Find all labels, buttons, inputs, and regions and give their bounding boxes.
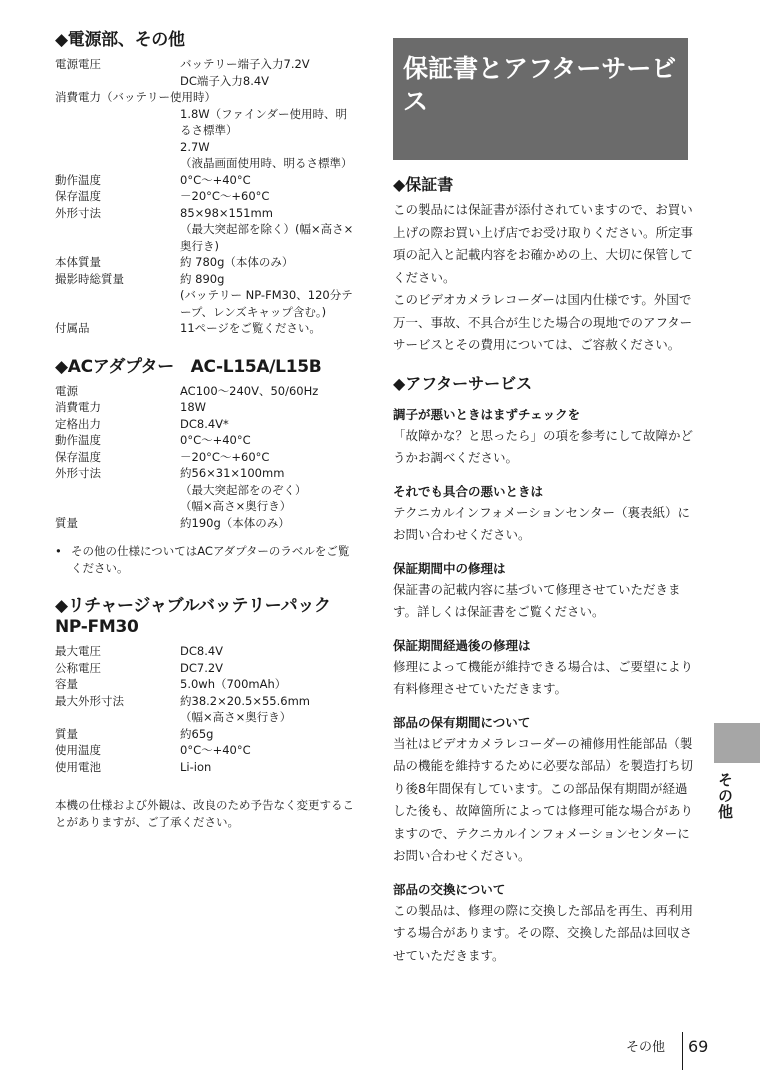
spec-row: 動作温度 0°C～+40°C [55, 433, 251, 447]
after-service-heading: ◆アフターサービス [393, 373, 533, 393]
battery-spec-table [55, 643, 355, 775]
service-item-body: 「故障かな？と思ったら」の項を参考にして故障かどうかお調べください。 [393, 427, 694, 465]
service-item-body: 修理によって機能が維持できる場合は、ご要望により有料修理させていただきます。 [393, 658, 694, 696]
spec-row: 消費電力（バッテリー使用時） [55, 90, 216, 104]
spec-change-note: 本機の仕様および外観は、改良のため予告なく変更することがありますが、ご了承ください。 [55, 798, 354, 829]
service-item-body: この製品は、修理の際に交換した部品を再生、再利用する場合があります。その際、交換した部品は回収させていただきます。 [393, 902, 694, 963]
spec-row: 外形寸法 85×98×151mm [55, 205, 273, 220]
spec-row: 最大外形寸法 約38.2×20.5×55.6mm [55, 693, 310, 708]
spec-row: 質量 約190g（本体のみ） [55, 515, 290, 530]
warranty-heading: ◆保証書 [393, 175, 454, 194]
spec-row: 定格出力 DC8.4V* [55, 416, 229, 431]
spec-row: 容量 5.0wh（700mAh） [55, 677, 287, 691]
section-tab-marker [714, 723, 760, 763]
adapter-note-text: その他の仕様についてはACアダプターのラベルをご覧ください。 [71, 544, 350, 575]
service-item-title: 部品の交換について [393, 881, 506, 897]
service-item-title: それでも具合の悪いときは [393, 483, 544, 499]
service-item-title: 保証期間中の修理は [393, 560, 506, 576]
spec-row: 2.7W [180, 139, 210, 154]
adapter-note [55, 543, 355, 576]
spec-row: 1.8W（ファインダー使用時、明るさ標準） [180, 106, 347, 137]
power-section-heading: ◆電源部、その他 [55, 30, 185, 50]
spec-row: 外形寸法 約56×31×100mm [55, 466, 285, 480]
spec-row: （幅×高さ×奥行き） [180, 499, 292, 513]
spec-row: 保存温度 －20°C～+60°C [55, 449, 270, 464]
spec-row: 付属品 11ページをご覧ください。 [55, 321, 321, 335]
spec-row: 本体質量 約 780g（本体のみ） [55, 255, 294, 269]
spec-row: 消費電力 18W [55, 400, 207, 414]
footer-divider [682, 1032, 683, 1070]
spec-row: DC端子入力8.4V [180, 73, 270, 88]
spec-row: 電源 AC100～240V、50/60Hz [55, 383, 319, 398]
spec-row: 使用温度 0°C～+40°C [55, 743, 251, 757]
bullet-icon: • [55, 544, 62, 558]
service-item-body: 保証書の記載内容に基づいて修理させていただきます。詳しくは保証書をご覧ください。 [393, 581, 681, 619]
adapter-spec-table [55, 383, 355, 532]
warranty-paragraph: この製品には保証書が添付されていますので、お買い上げの際お買い上げ店でお受け取りください。所定事項の記入と記載内容をお確かめの上、大切に保管してください。 [393, 202, 694, 285]
spec-row: 動作温度 0°C～+40°C [55, 172, 251, 187]
spec-row: （最大突起部をのぞく） [180, 482, 307, 497]
spec-row: 撮影時総質量 約 890g [55, 271, 225, 286]
spec-row: 保存温度 －20°C～+60°C [55, 189, 270, 203]
power-spec-table [55, 56, 355, 337]
warranty-paragraph: このビデオカメラレコーダーは国内仕様です。外国で万一、事故、不具合が生じた場合の現地でのアフターサービスとその費用については、ご容赦ください。 [393, 292, 693, 352]
page-title: 保証書とアフターサービス [393, 38, 688, 160]
spec-row: 質量 約65g [55, 726, 214, 741]
service-item-body: テクニカルインフォメーションセンター（裏表紙）にお問い合わせください。 [393, 504, 691, 542]
service-item-body: 当社はビデオカメラレコーダーの補修用性能部品（製品の機能を維持するために必要な部品）を製造打ち切り後8年間保有しています。この部品保有期間が経過した後も、故障箇所によっては修理可能な場合がありますので、テクニカルインフォメーションセンターにお問い合わせください。 [393, 735, 694, 863]
spec-row: (バッテリー NP-FM30、120分テープ、レンズキャップ含む。) [180, 288, 353, 319]
service-item-title: 調子が悪いときはまずチェックを [393, 406, 581, 422]
right-column [393, 38, 693, 967]
service-item-title: 保証期間経過後の修理は [393, 637, 531, 653]
spec-row: （最大突起部を除く）(幅×高さ×奥行き) [180, 222, 354, 253]
spec-row: （幅×高さ×奥行き） [180, 710, 292, 724]
spec-row: 最大電圧 DC8.4V [55, 644, 224, 658]
footer-section-label: その他 [626, 1040, 666, 1055]
left-column [55, 30, 355, 843]
battery-section-heading: ◆リチャージャブルバッテリーパックNP-FM30 [55, 596, 331, 637]
page-number: 69 [688, 1037, 709, 1056]
spec-row: 電源電圧 バッテリー端子入力7.2V [55, 57, 310, 71]
service-item-title: 部品の保有期間について [393, 714, 531, 730]
spec-row: （液晶画面使用時、明るさ標準） [180, 156, 353, 170]
spec-row: 使用電池 Li-ion [55, 759, 212, 774]
adapter-section-heading: ◆ACアダプター AC-L15A/L15B [55, 356, 322, 377]
section-tab-label: その他 [716, 772, 734, 820]
spec-row: 公称電圧 DC7.2V [55, 660, 224, 675]
